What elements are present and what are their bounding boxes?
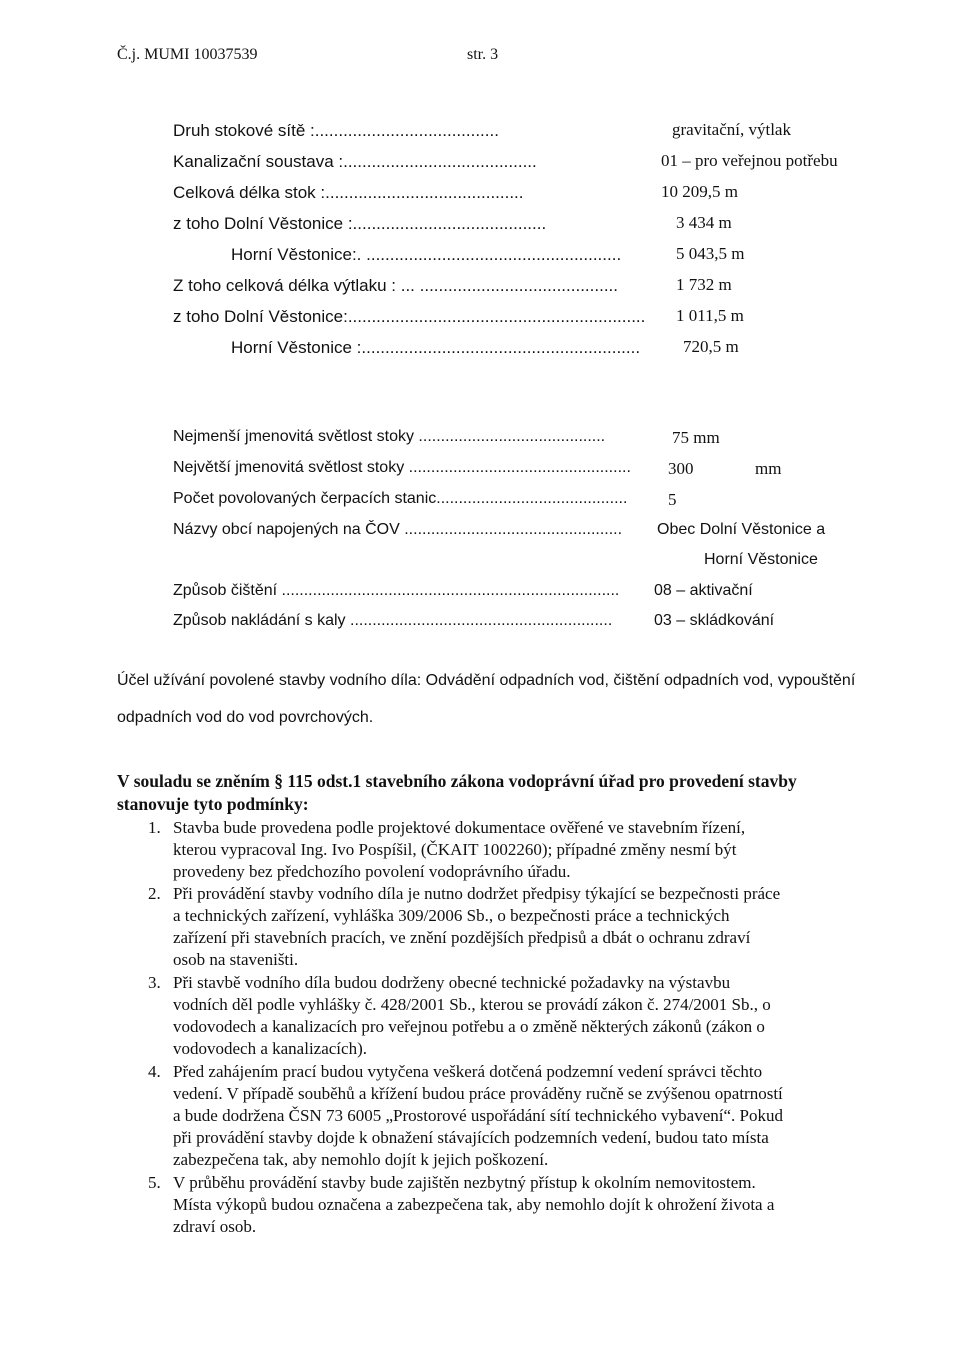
- dolni-vestonice-length-value: 3 434 m: [676, 213, 732, 232]
- conditions-heading-line-2: stanovuje tyto podmínky:: [117, 794, 309, 814]
- treatment-method-label: Způsob čištění ............................................................................: [173, 582, 620, 599]
- condition-3-line-1: Při stavbě vodního díla budou dodrženy obecné technické požadavky na výstavbu: [173, 973, 731, 992]
- sewer-system-label: Kanalizační soustava :.........................................: [173, 152, 537, 171]
- pressure-horni-value: 720,5 m: [683, 337, 739, 356]
- min-diameter-label: Nejmenší jmenovitá světlost stoky ..........................................: [173, 428, 606, 445]
- pump-stations-label: Počet povolovaných čerpacích stanic...........................................: [173, 490, 628, 507]
- page-number: str. 3: [467, 46, 499, 63]
- horni-vestonice-length-value: 5 043,5 m: [676, 244, 745, 263]
- document-reference: Č.j. MUMI 10037539: [117, 46, 258, 63]
- pump-stations-value: 5: [668, 490, 677, 509]
- total-length-label: Celková délka stok :..........................................: [173, 183, 524, 202]
- condition-4-line-5: zabezpečena tak, aby nemohlo dojít k jejich poškození.: [173, 1150, 549, 1169]
- condition-4-line-2: vedení. V případě souběhů a křížení budou práce prováděny ručně se zvýšenou opatrností: [173, 1084, 783, 1103]
- total-length-value: 10 209,5 m: [661, 182, 738, 201]
- condition-5-line-3: zdraví osob.: [173, 1217, 257, 1236]
- sewer-system-value: 01 – pro veřejnou potřebu: [661, 151, 838, 170]
- sewer-type-label: Druh stokové sítě :.......................................: [173, 121, 499, 140]
- condition-4-number: 4.: [148, 1062, 161, 1081]
- pressure-dolni-value: 1 011,5 m: [676, 306, 744, 325]
- sludge-handling-label: Způsob nakládání s kaly ...........................................................: [173, 612, 613, 629]
- pressure-length-label: Z toho celková délka výtlaku : ... ..........................................: [173, 276, 618, 295]
- sludge-handling-value: 03 – skládkování: [654, 612, 775, 629]
- connected-villages-value-cont: Horní Věstonice: [704, 551, 818, 568]
- purpose-line-1: Účel užívání povolené stavby vodního díla: Odvádění odpadních vod, čištění odpadních vod, vypouštění: [117, 672, 856, 689]
- max-diameter-value: 300: [668, 459, 694, 478]
- connected-villages-label: Názvy obcí napojených na ČOV .................................................: [173, 521, 623, 538]
- connected-villages-value: Obec Dolní Věstonice a: [657, 521, 826, 538]
- sewer-type-value: gravitační, výtlak: [672, 120, 791, 139]
- condition-1-line-2: kterou vypracoval Ing. Ivo Pospíšil, (ČKAIT 1002260); případné změny nesmí být: [173, 840, 737, 859]
- condition-1-line-1: Stavba bude provedena podle projektové dokumentace ověřené ve stavebním řízení,: [173, 818, 746, 837]
- condition-2-number: 2.: [148, 884, 161, 903]
- condition-2-line-4: osob na staveništi.: [173, 950, 299, 969]
- condition-5-line-2: Místa výkopů budou označena a zabezpečena tak, aby nemohlo dojít k ohrožení života a: [173, 1195, 775, 1214]
- condition-2-line-1: Při provádění stavby vodního díla je nutno dodržet předpisy týkající se bezpečnosti práce: [173, 884, 781, 903]
- min-diameter-value: 75 mm: [672, 428, 720, 447]
- condition-4-line-4: při provádění stavby dojde k obnažení stávajících podzemních vedení, budou tato místa: [173, 1128, 769, 1147]
- condition-2-line-2: a technických zařízení, vyhláška 309/2006 Sb., o bezpečnosti práce a technických: [173, 906, 730, 925]
- condition-5-line-1: V průběhu provádění stavby bude zajištěn nezbytný přístup k okolním nemovitostem.: [173, 1173, 756, 1192]
- condition-3-line-4: vodovodech a kanalizacích).: [173, 1039, 367, 1058]
- purpose-line-2: odpadních vod do vod povrchových.: [117, 709, 374, 726]
- horni-vestonice-length-label: Horní Věstonice:. ......................................................: [231, 245, 622, 264]
- treatment-method-value: 08 – aktivační: [654, 582, 753, 599]
- conditions-heading-line-1: V souladu se zněním § 115 odst.1 stavebního zákona vodoprávní úřad pro provedení stavby: [117, 771, 797, 791]
- max-diameter-label: Největší jmenovitá světlost stoky ..................................................: [173, 459, 631, 476]
- pressure-dolni-label: z toho Dolní Věstonice:...............................................................: [173, 307, 646, 326]
- condition-1-line-3: provedeny bez předchozího povolení vodoprávního úřadu.: [173, 862, 571, 881]
- condition-3-line-2: vodních děl podle vyhlášky č. 428/2001 Sb., kterou se provádí zákon č. 274/2001 Sb., o: [173, 995, 771, 1014]
- condition-4-line-3: a bude dodržena ČSN 73 6005 „Prostorové uspořádání sítí technického vybavení“. Pokud: [173, 1106, 783, 1125]
- max-diameter-unit: mm: [755, 459, 782, 478]
- condition-5-number: 5.: [148, 1173, 161, 1192]
- pressure-horni-label: Horní Věstonice :...........................................................: [231, 338, 641, 357]
- condition-2-line-3: zařízení při stavebních pracích, ve znění pozdějších předpisů a dbát o ochranu zdraví: [173, 928, 751, 947]
- condition-4-line-1: Před zahájením prací budou vytyčena veškerá dotčená podzemní vedení správci těchto: [173, 1062, 763, 1081]
- condition-1-number: 1.: [148, 818, 161, 837]
- dolni-vestonice-length-label: z toho Dolní Věstonice :.........................................: [173, 214, 547, 233]
- condition-3-line-3: vodovodech a kanalizacích pro veřejnou potřebu a o změně některých zákonů (zákon o: [173, 1017, 765, 1036]
- condition-3-number: 3.: [148, 973, 161, 992]
- pressure-length-value: 1 732 m: [676, 275, 732, 294]
